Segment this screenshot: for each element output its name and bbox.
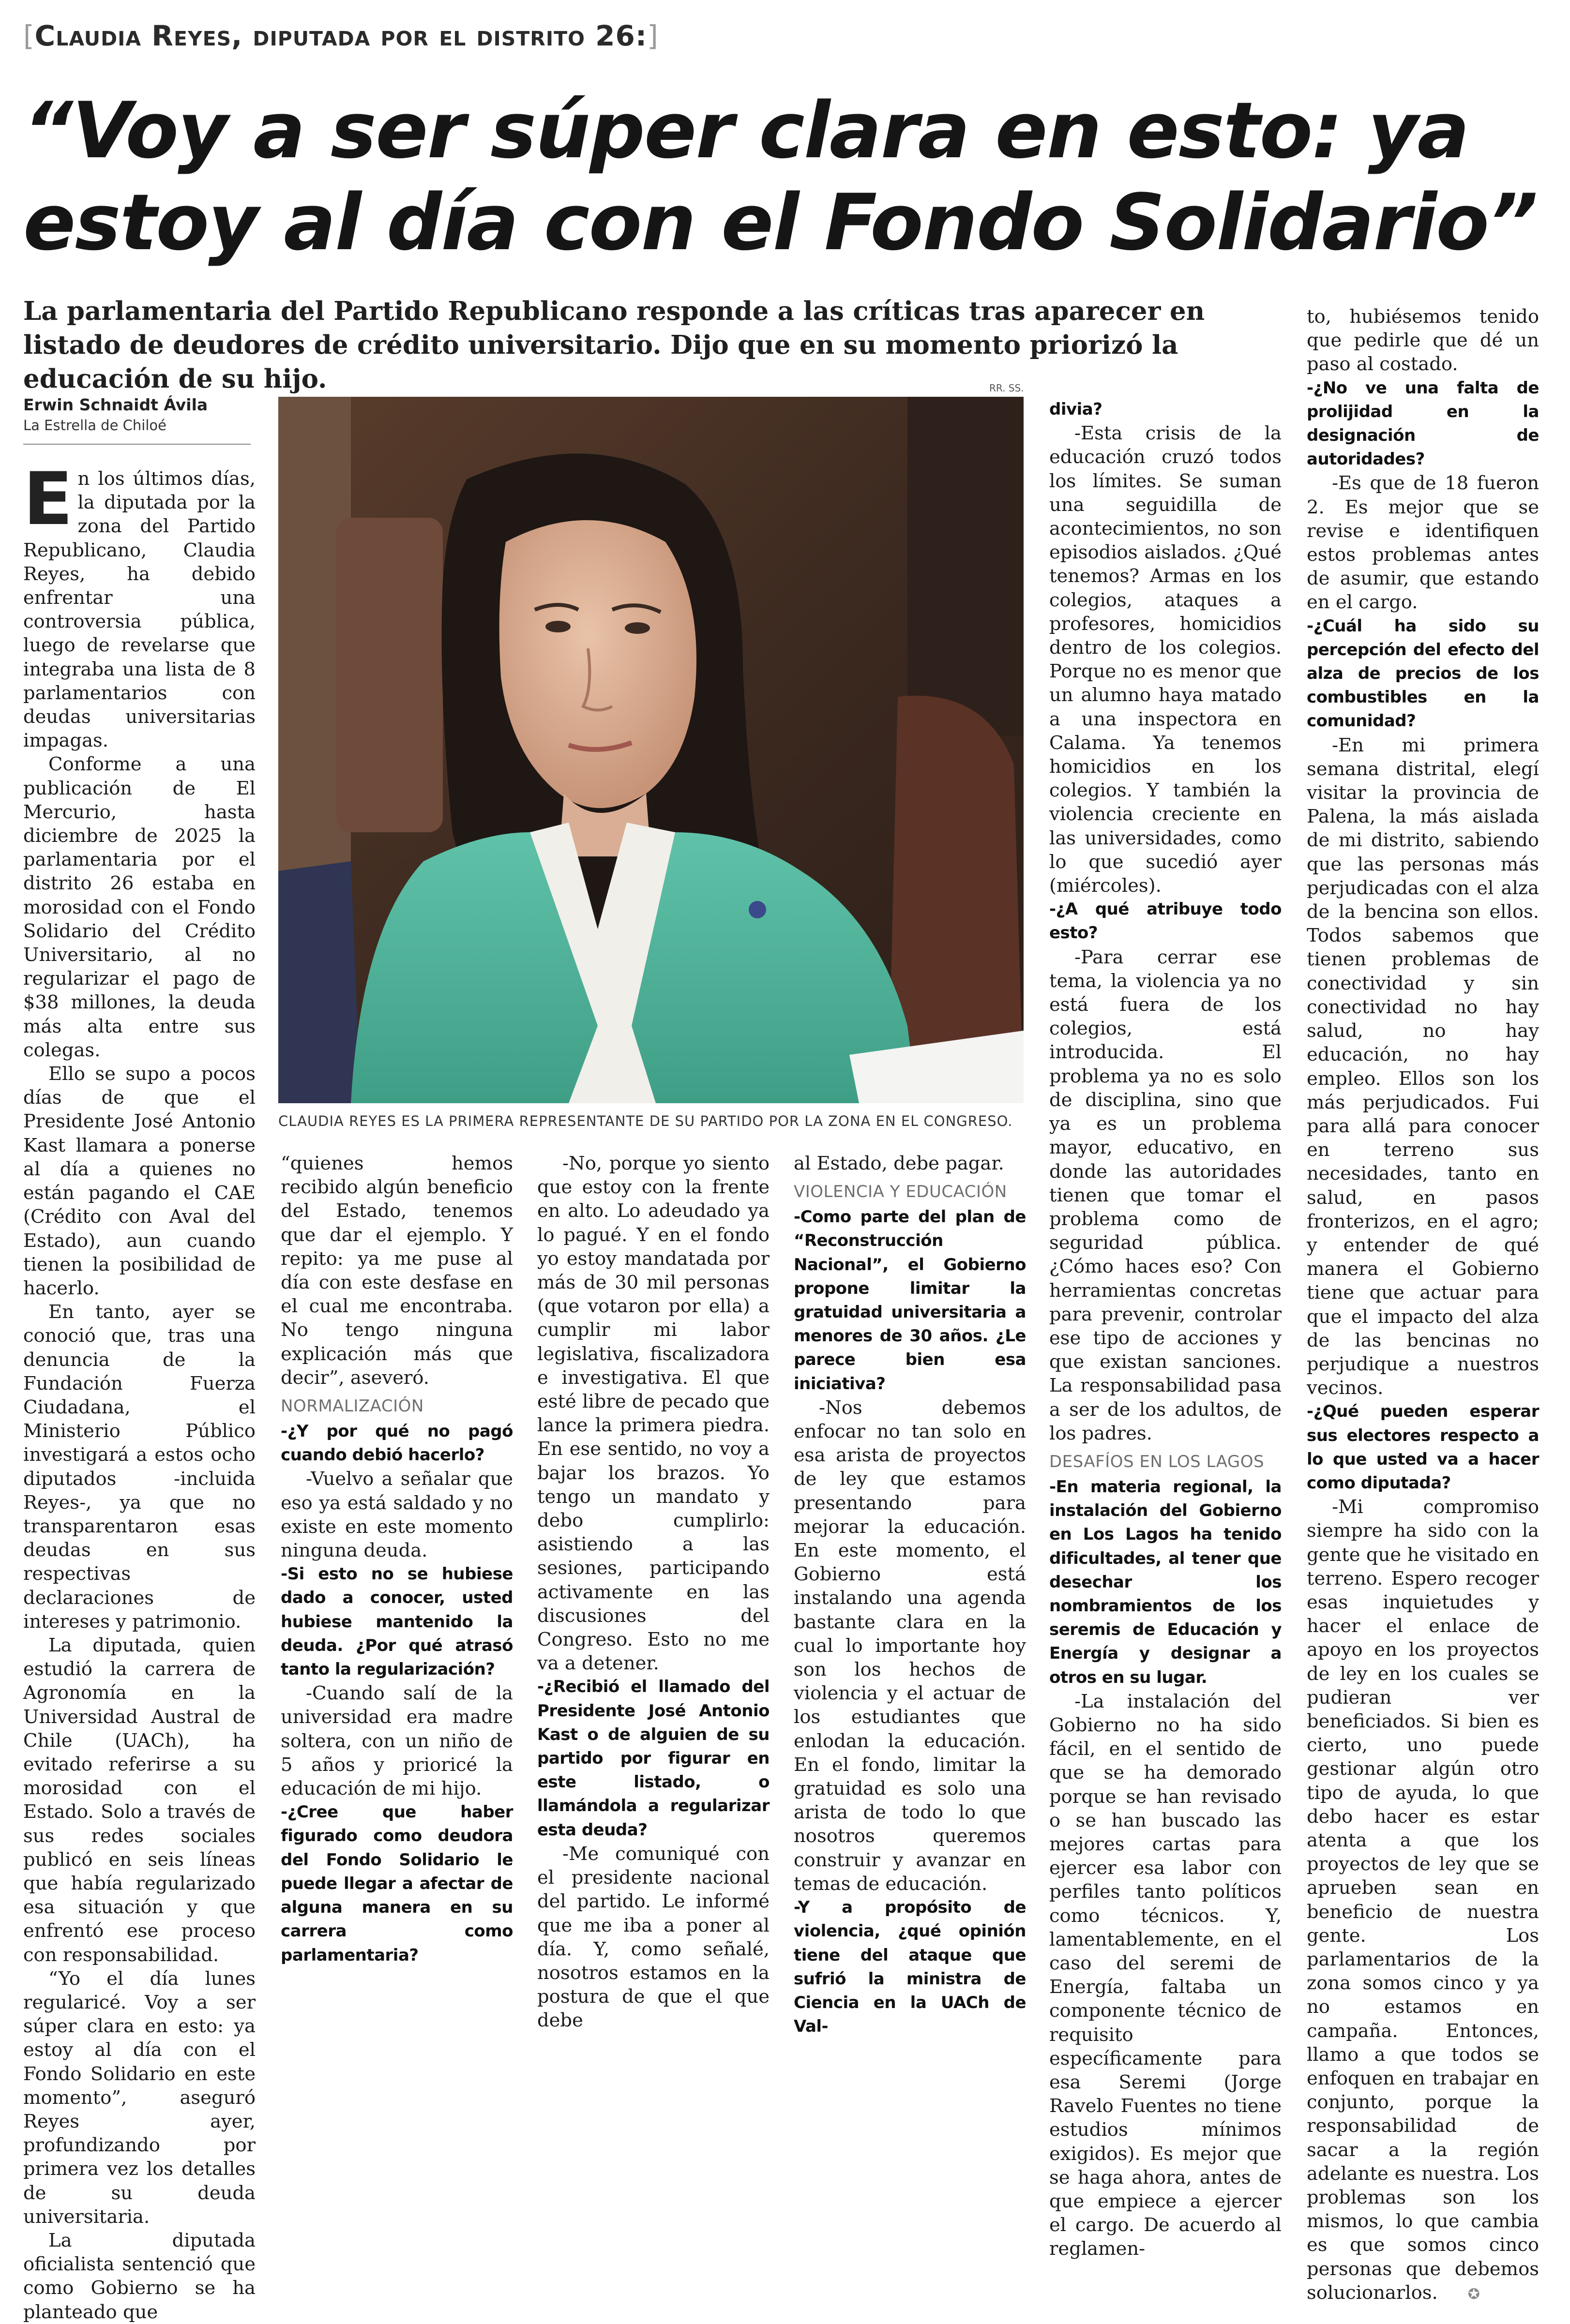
interview-question: -Como parte del plan de “Reconstrucción Nacional”, el Gobierno propone limitar la gratuidad universitaria a menores de 30 años. ¿Le parece bien esa iniciativa? [794,1207,1026,1394]
interview-answer: -Es que de 18 fueron 2. Es mejor que se revise e identifiquen estos problemas antes de asumir, que estando en el cargo. [1307,472,1539,614]
interview-answer: -Para cerrar ese tema, la violencia ya no está fuera de los colegios, está introducida. El problema ya no es solo de disciplina, sino que ya es un problema mayor, educativo, en donde las autoridades tienen que tomar el problema como de seguridad pública. ¿Cómo haces eso? Con herramientas concretas para prevenir, controlar ese tipo de acciones y que existan sanciones. La responsabilidad pasa a ser de los adultos, de los padres. [1049,946,1282,1444]
interview-answer: -No, porque yo siento que estoy con la frente en alto. Lo adeudado ya lo pagué. Y en el fondo yo estoy mandatada por más de 30 mil personas (que votaron por ella) a cumplir mi labor legislativa, fiscalizadora e investigativa. El que esté libre de pecado que lance la primera piedra. En ese sentido, no voy a bajar los brazos. Yo tengo un mandato y debo cumplirlo: asistiendo a las sesiones, participando activamente en las discusiones del Congreso. Esto no me va a detener. [537,1153,770,1675]
byline-author: Erwin Schnaidt Ávila [23,395,208,414]
interview-answer: -Mi compromiso siempre ha sido con la gente que he visitado en terreno. Espero recoger esas inquietudes y hacer el enlace de apoyo en los proyectos de ley en los cuales se pudieran ver beneficiados. Si bien es cierto, uno puede gestionar algún otro tipo de ayuda, lo que debo hacer es estar atenta a que los proyectos de ley que se aprueben sean en beneficio de nuestra gente. Los parlamentarios de la zona somos cinco y ya no estamos en campaña. Entonces, llamo a que todos se enfoquen en trabajar en conjunto, porque la responsabilidad de sacar a la región adelante es nuestra. Los problemas son los mismos, lo que cambia es que somos cinco personas que debemos solucionarlos. ✪ [1307,1495,1539,2306]
lead-paragraph: En los últimos días, la diputada por la zona del Partido Republicano, Claudia Reyes, ha debido enfrentar una controversia pública, luego de revelarse que integraba una lista de 8 parlamentarios con deudas universitarias impagas. [23,457,256,752]
byline-outlet: La Estrella de Chiloé [23,417,166,434]
section-heading: DESAFÍOS EN LOS LAGOS [1049,1452,1265,1471]
photo-caption: CLAUDIA REYES ES LA PRIMERA REPRESENTANTE DE SU PARTIDO POR LA ZONA EN EL CONGRESO. [278,1113,1013,1129]
end-mark-icon: ✪ [1467,2285,1480,2303]
interview-answer: -Me comuniqué con el presidente nacional del partido. Le informé que me iba a poner al día. Y, como señalé, nosotros estamos en la postura de que el que debe [537,1843,770,2032]
interview-question: -¿Qué pueden esperar sus electores respecto a lo que usted va a hacer como diputada? [1307,1402,1539,1493]
interview-answer: -En mi primera semana distrital, elegí visitar la provincia de Palena, la más aislada de mi distrito, sabiendo que las personas más perjudicadas con el alza de la bencina son ellos. Todos sabemos que tienen problemas de conectividad y sin conectividad no hay salud, no hay educación, no hay empleo. Ellos son los más perjudicados. Fui para allá para conocer en terreno sus necesidades, tanto en salud, en pasos fronterizos, en el agro; y entender de qué manera el Gobierno tiene que actuar para que el impacto del alza de las bencinas no perjudique a nuestros vecinos. [1307,734,1539,1399]
interview-answer: -Vuelvo a señalar que eso ya está saldado y no existe en este momento ninguna deuda. [281,1468,513,1562]
kicker [23,19,659,52]
interview-question: -¿Cuál ha sido su percepción del efecto del alza de precios de los combustibles en la comunidad? [1307,616,1539,731]
kicker-bracket-open: [ [23,19,35,52]
paragraph: Conforme a una publicación de El Mercurio, hasta diciembre de 2025 la parlamentaria por el distrito 26 estaba en morosidad con el Fondo Solidario del Crédito Universitario, al no regularizar el pago de $38 millones, la deuda más alta entre sus colegas. [23,753,256,1061]
portrait-photo [278,397,1024,1103]
section-heading: VIOLENCIA Y EDUCACIÓN [794,1182,1007,1202]
body-column-4 [794,1152,1026,2039]
byline [23,394,251,445]
body-column-3 [537,1152,770,2033]
interview-question: -En materia regional, la instalación del Gobierno en Los Lagos ha tenido dificultades, al tener que desechar los nombramientos de los seremis de Educación y Energía y designar a otros en su lugar. [1049,1477,1282,1687]
kicker-text: Claudia Reyes, diputada por el distrito 26: [34,19,648,52]
body-column-2 [281,1152,513,1967]
paragraph: La diputada, quien estudió la carrera de Agronomía en la Universidad Austral de Chile (UACh), ha evitado referirse a su morosidad con el Estado. Solo a través de sus redes sociales publicó en seis líneas que había regularizado esa situación y que enfrentó ese proceso con responsabilidad. [23,1634,256,1966]
deck: La parlamentaria del Partido Republicano responde a las críticas tras aparecer en listado de deudores de crédito universitario. Dijo que en su momento priorizó la educación de su hijo. [23,296,1205,394]
body-column-6 [1307,305,1539,2306]
photo-credit: RR. SS. [989,382,1024,394]
interview-question: -Y a propósito de violencia, ¿qué opinión tiene del ataque que sufrió la ministra de Ciencia en la UACh de Val- [794,1898,1026,2037]
headline: “Voy a ser súper clara en esto: ya estoy al día con el Fondo Solidario” [23,85,1538,268]
paragraph: “quienes hemos recibido algún beneficio del Estado, tenemos que dar el ejemplo. Y repito: ya me puse al día con este desfase en el cual me encontraba. No tengo ninguna explicación más que decir”, aseveró. [281,1153,513,1389]
interview-answer: -Esta crisis de la educación cruzó todos los límites. Se suman una seguidilla de acontecimientos, no son episodios aislados. ¿Qué tenemos? Armas en los colegios, ataques a profesores, homicidios dentro de los colegios. Porque no es menor que un alumno haya matado a una inspectora en Calama. Ya tenemos homicidios en los colegios. Y también la violencia creciente en las universidades, como lo que sucedió ayer (miércoles). [1049,422,1282,897]
kicker-bracket-close: ] [647,19,659,52]
paragraph: En tanto, ayer se conoció que, tras una denuncia de la Fundación Fuerza Ciudadana, el Ministerio Público investigará a estos ocho diputados -incluida Reyes-, ya que no transparentaron esas deudas en sus respectivas declaraciones de intereses y patrimonio. [23,1301,256,1633]
paragraph: La diputada oficialista sentenció que como Gobierno se ha planteado que [23,2230,256,2323]
paragraph: Ello se supo a pocos días de que el Presidente José Antonio Kast llamara a ponerse al día a quienes no están pagando el CAE (Crédito con Aval del Estado), aun cuando tienen la posibilidad de hacerlo. [23,1063,256,1299]
dropcap: E [23,457,73,541]
interview-question: divia? [1049,400,1102,419]
interview-question: -¿Cree que haber figurado como deudora del Fondo Solidario le puede llegar a afectar de alguna manera en su carrera como parlamentaria? [281,1802,513,1965]
interview-answer: -La instalación del Gobierno no ha sido fácil, en el sentido de que se ha demorado porque se han revisado o se han buscado las mejores cartas para ejercer esa labor con perfiles tanto políticos como técnicos. Y, lamentablemente, en el caso del seremi de Energía, faltaba un componente técnico de requisito específicamente para esa Seremi (Jorge Ravelo Fuentes no tiene estudios mínimos exigidos). Es mejor que se haga ahora, antes de que empiece a ejercer el cargo. De acuerdo al reglamen- [1049,1690,1282,2260]
section-heading: NORMALIZACIÓN [281,1396,424,1416]
interview-question: -Si esto no se hubiese dado a conocer, usted hubiese mantenido la deuda. ¿Por qué atrasó tanto la regularización? [281,1564,513,1679]
interview-answer: -Nos debemos enfocar no tan solo en esa arista de proyectos de ley que estamos presentando para mejorar la educación. En este momento, el Gobierno está instalando una agenda bastante clara en la cual lo importante hoy son los hechos de violencia y el actuar de los estudiantes que enlodan la educación. En el fondo, limitar la gratuidad es solo una arista de todo lo que nosotros queremos construir y avanzar en temas de educación. [794,1396,1026,1895]
paragraph: to, hubiésemos tenido que pedirle que dé un paso al costado. [1307,306,1539,375]
interview-question: -¿No ve una falta de prolijidad en la designación de autoridades? [1307,378,1539,469]
interview-question: -¿Y por qué no pagó cuando debió hacerlo? [281,1422,513,1465]
body-column-1 [23,457,256,2324]
interview-question: -¿Recibió el llamado del Presidente José Antonio Kast o de alguien de su partido por figurar en este listado, o llamándola a regularizar esta deuda? [537,1677,770,1840]
paragraph: “Yo el día lunes regularicé. Voy a ser súper clara en esto: ya estoy al día con el Fondo Solidario en este momento”, aseguró Reyes ayer, profundizando por primera vez los detalles de su deuda universitaria. [23,1967,256,2228]
interview-answer: -Cuando salí de la universidad era madre soltera, con un niño de 5 años y prioricé la educación de mi hijo. [281,1682,513,1800]
paragraph: al Estado, debe pagar. [794,1153,1004,1174]
interview-question: -¿A qué atribuye todo esto? [1049,900,1282,943]
body-column-5 [1049,398,1282,2261]
